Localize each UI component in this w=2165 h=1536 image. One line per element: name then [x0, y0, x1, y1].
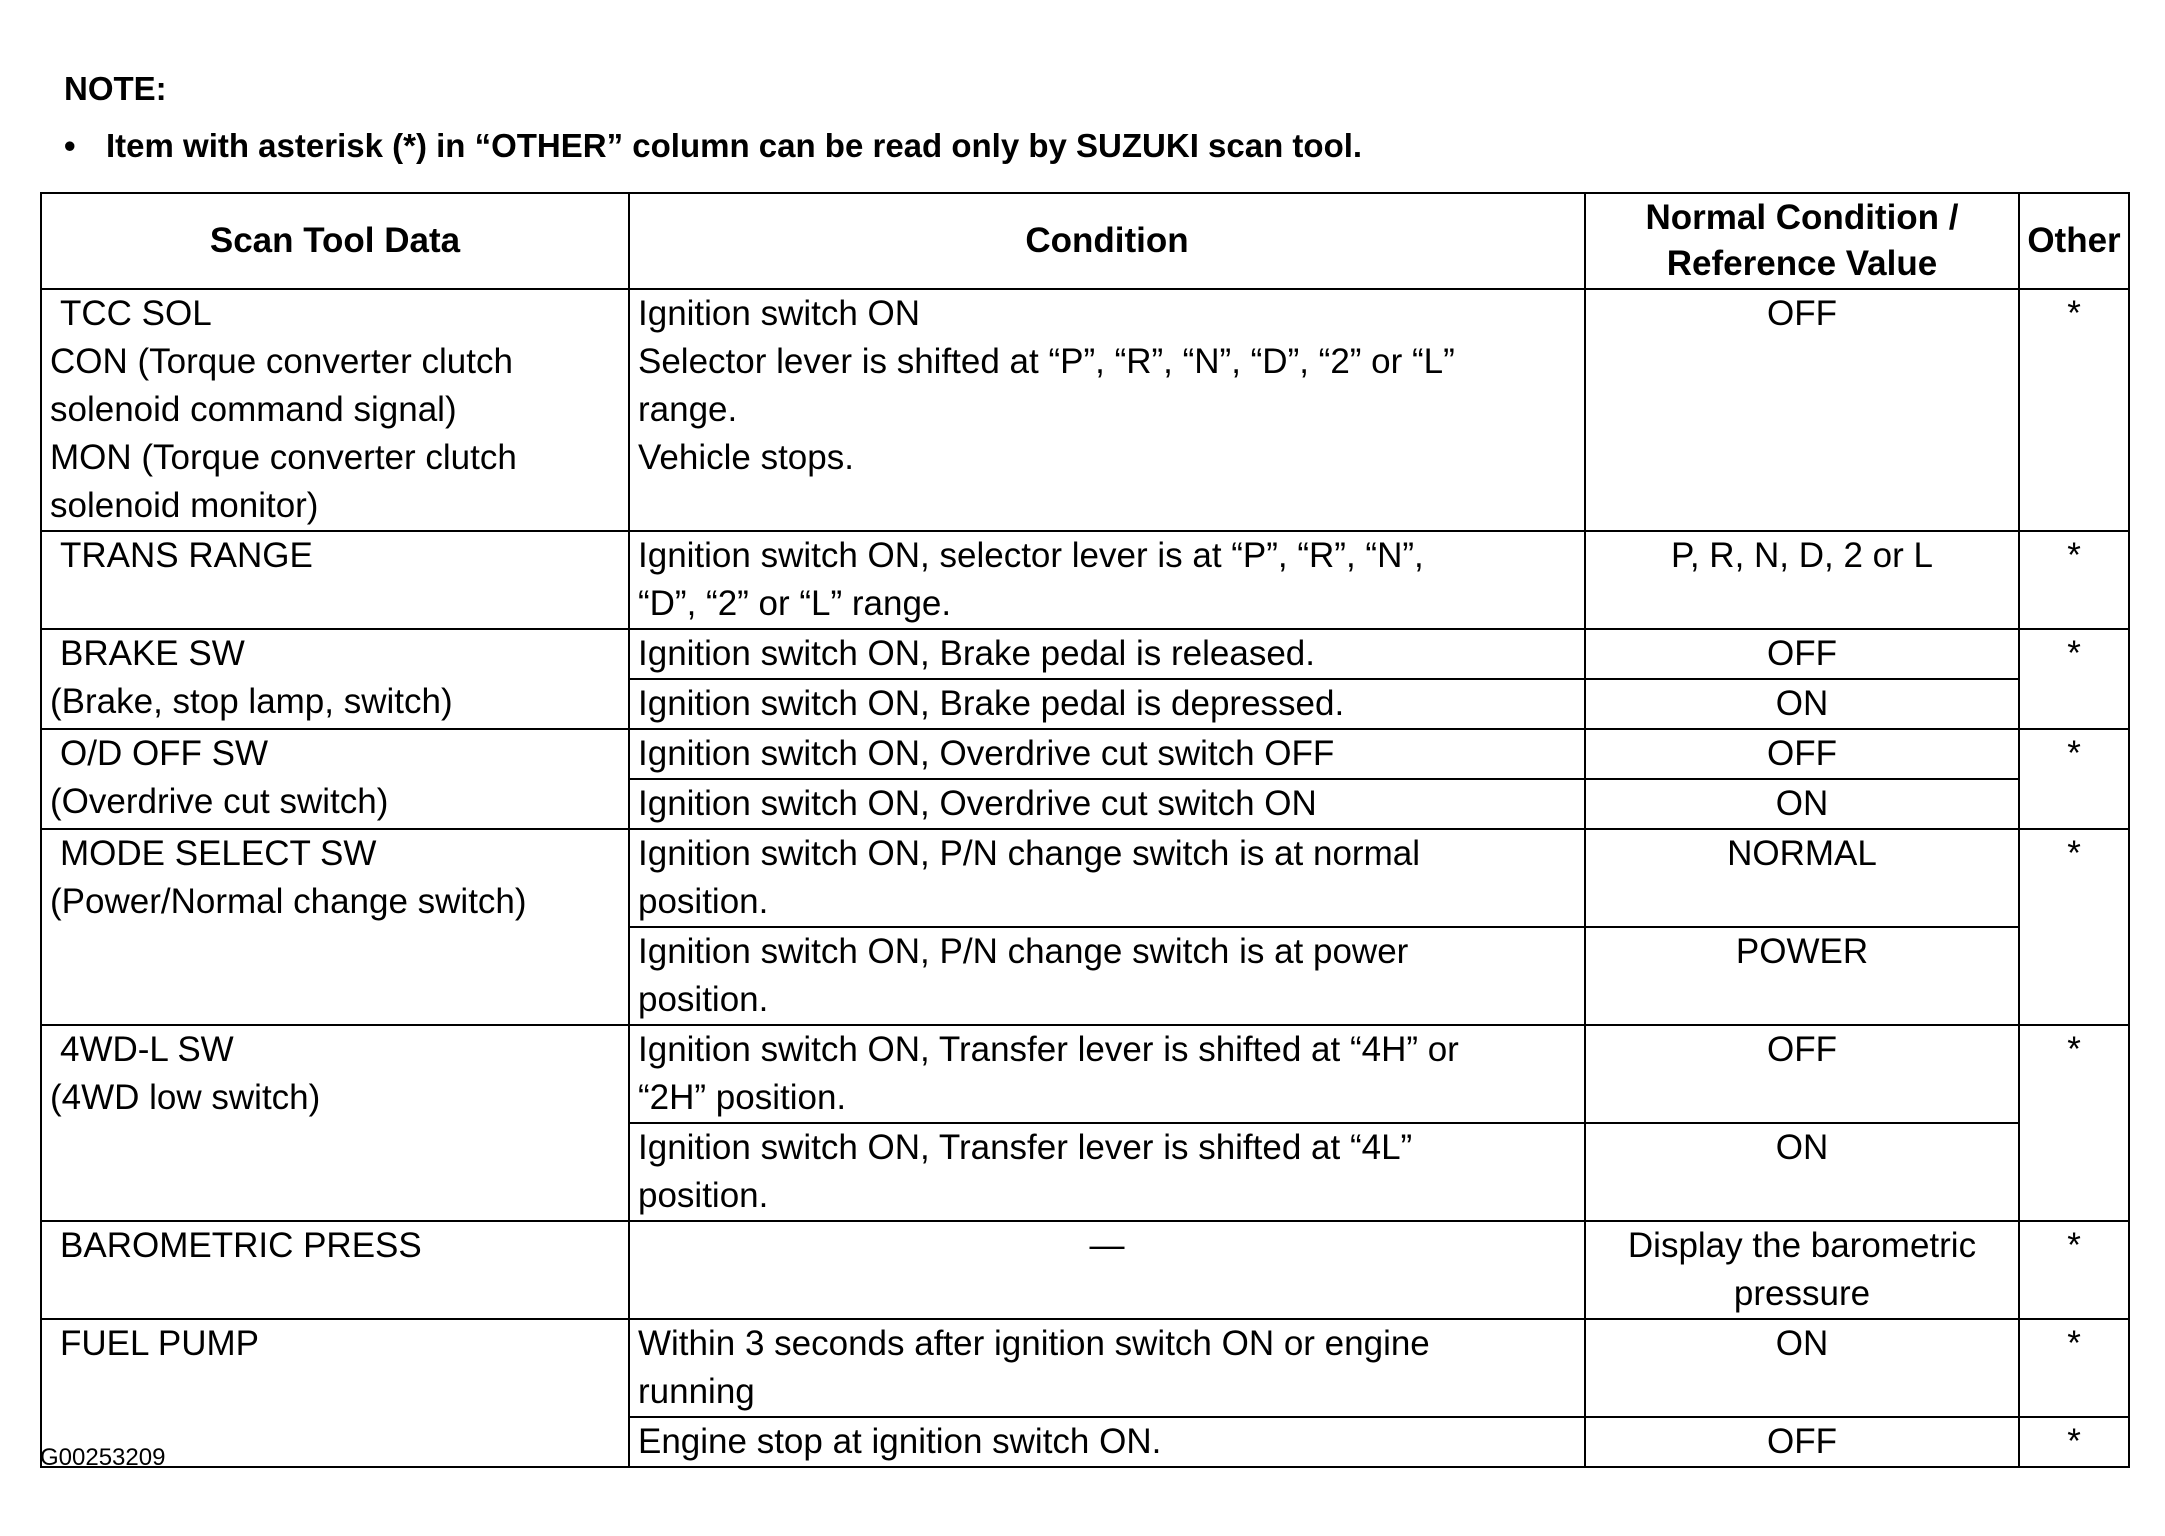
table-row [41, 531, 2129, 629]
condition-cell [629, 531, 1585, 629]
condition-line: Ignition switch ON [638, 294, 921, 333]
condition-line: Selector lever is shifted at “P”, “R”, “N”, “D”, “2” or “L” [638, 342, 1455, 381]
condition-line: Ignition switch ON, selector lever is at “P”, “R”, “N”, [638, 536, 1424, 575]
table-row [41, 1319, 2129, 1417]
other-asterisk-cell: * [2019, 1025, 2129, 1221]
condition-line: Ignition switch ON, Brake pedal is depressed. [638, 684, 1345, 723]
condition-cell [629, 1221, 1585, 1319]
scan-item-line: (Brake, stop lamp, switch) [50, 682, 453, 721]
reference-value-cell [1585, 1123, 2019, 1221]
scan-item-line: MODE SELECT SW [60, 834, 377, 873]
condition-line: “D”, “2” or “L” range. [638, 584, 952, 623]
table-row [41, 289, 2129, 531]
condition-cell [629, 1319, 1585, 1417]
reference-value-line: ON [1775, 1128, 1829, 1167]
reference-value-cell [1585, 1025, 2019, 1123]
table-row [41, 729, 2129, 779]
reference-value-cell [1585, 729, 2019, 779]
condition-line: Ignition switch ON, Transfer lever is shifted at “4H” or [638, 1030, 1459, 1069]
condition-cell [629, 829, 1585, 927]
scan-item-line: 4WD-L SW [60, 1030, 234, 1069]
header-condition: Condition [629, 193, 1585, 289]
header-normal-condition [1585, 193, 2019, 289]
header-other: Other [2019, 193, 2129, 289]
condition-line: position. [638, 980, 769, 1019]
note-body: Item with asterisk (*) in “OTHER” column can be read only by SUZUKI scan tool. [106, 127, 1363, 164]
reference-value-cell [1585, 1417, 2019, 1467]
condition-line: position. [638, 1176, 769, 1215]
condition-line: Vehicle stops. [638, 438, 854, 477]
header-scan-tool-data: Scan Tool Data [41, 193, 629, 289]
reference-value-cell [1585, 531, 2019, 629]
scan-item-cell [41, 1025, 629, 1221]
condition-cell [629, 779, 1585, 829]
condition-line: “2H” position. [638, 1078, 847, 1117]
scan-item-line: BRAKE SW [60, 634, 245, 673]
other-asterisk-cell: * [2019, 1319, 2129, 1417]
reference-value-line: ON [1775, 784, 1829, 823]
header-normal-line2: Reference Value [1666, 244, 1938, 283]
reference-value-cell [1585, 679, 2019, 729]
scan-item-line: (Power/Normal change switch) [50, 882, 527, 921]
table-row [41, 629, 2129, 679]
scan-item-line: TCC SOL [60, 294, 212, 333]
reference-value-line: OFF [1767, 634, 1837, 673]
scan-item-cell [41, 531, 629, 629]
other-asterisk-cell: * [2019, 1221, 2129, 1319]
table-header-row [41, 193, 2129, 289]
reference-value-cell [1585, 829, 2019, 927]
condition-line: Ignition switch ON, Brake pedal is released. [638, 634, 1315, 673]
table-row [41, 1025, 2129, 1123]
condition-line: Ignition switch ON, P/N change switch is at normal [638, 834, 1420, 873]
scan-item-line: O/D OFF SW [60, 734, 269, 773]
other-asterisk-cell: * [2019, 729, 2129, 829]
other-asterisk-cell: * [2019, 829, 2129, 1025]
other-asterisk-cell: * [2019, 531, 2129, 629]
reference-value-line: POWER [1735, 932, 1869, 971]
reference-value-line: Display the barometric [1627, 1226, 1977, 1265]
reference-value-cell [1585, 927, 2019, 1025]
reference-value-line: ON [1775, 1324, 1829, 1363]
reference-value-cell [1585, 289, 2019, 531]
other-asterisk-cell: * [2019, 289, 2129, 531]
condition-cell [629, 1025, 1585, 1123]
condition-line: Ignition switch ON, Transfer lever is shifted at “4L” [638, 1128, 1413, 1167]
scan-item-line: FUEL PUMP [60, 1324, 260, 1363]
condition-cell [629, 729, 1585, 779]
condition-line: running [638, 1372, 755, 1411]
reference-value-cell [1585, 1221, 2019, 1319]
figure-code: G00253209 [40, 1444, 166, 1471]
scan-tool-data-table [40, 192, 2130, 1468]
condition-cell [629, 289, 1585, 531]
note-bullet: • [64, 127, 76, 164]
condition-cell [629, 1123, 1585, 1221]
header-normal-line1: Normal Condition / [1645, 198, 1959, 237]
note-text [64, 127, 1362, 165]
reference-value-line: OFF [1767, 1422, 1837, 1461]
condition-line: Within 3 seconds after ignition switch ON or engine [638, 1324, 1430, 1363]
scan-item-line: solenoid command signal) [50, 390, 457, 429]
scan-item-line: (4WD low switch) [50, 1078, 321, 1117]
reference-value-line: pressure [1733, 1274, 1871, 1313]
condition-line: Ignition switch ON, Overdrive cut switch ON [638, 784, 1317, 823]
condition-cell [629, 629, 1585, 679]
condition-cell [629, 1417, 1585, 1467]
condition-line: Ignition switch ON, P/N change switch is at power [638, 932, 1409, 971]
table-body [41, 289, 2129, 1467]
reference-value-cell [1585, 779, 2019, 829]
scan-item-line: solenoid monitor) [50, 486, 319, 525]
scan-item-cell [41, 829, 629, 1025]
scan-item-cell [41, 289, 629, 531]
scan-item-line: CON (Torque converter clutch [50, 342, 513, 381]
condition-cell [629, 679, 1585, 729]
condition-line: Ignition switch ON, Overdrive cut switch OFF [638, 734, 1335, 773]
scan-item-line: (Overdrive cut switch) [50, 782, 389, 821]
scan-item-cell [41, 629, 629, 729]
condition-line: position. [638, 882, 769, 921]
condition-line: — [1089, 1226, 1125, 1265]
reference-value-cell [1585, 1319, 2019, 1417]
reference-value-line: ON [1775, 684, 1829, 723]
table-row [41, 1221, 2129, 1319]
condition-line: range. [638, 390, 738, 429]
scan-item-cell [41, 1221, 629, 1319]
scan-item-line: TRANS RANGE [60, 536, 313, 575]
other-asterisk-cell: * [2019, 629, 2129, 729]
note-title: NOTE: [64, 70, 167, 107]
condition-cell [629, 927, 1585, 1025]
other-asterisk-cell: * [2019, 1417, 2129, 1467]
reference-value-cell [1585, 629, 2019, 679]
scan-item-cell [41, 729, 629, 829]
reference-value-line: OFF [1767, 734, 1837, 773]
scan-item-line: BAROMETRIC PRESS [60, 1226, 422, 1265]
reference-value-line: OFF [1767, 294, 1837, 333]
reference-value-line: NORMAL [1727, 834, 1877, 873]
condition-line: Engine stop at ignition switch ON. [638, 1422, 1162, 1461]
reference-value-line: P, R, N, D, 2 or L [1671, 536, 1933, 575]
scan-item-line: MON (Torque converter clutch [50, 438, 517, 477]
table-row [41, 829, 2129, 927]
reference-value-line: OFF [1767, 1030, 1837, 1069]
